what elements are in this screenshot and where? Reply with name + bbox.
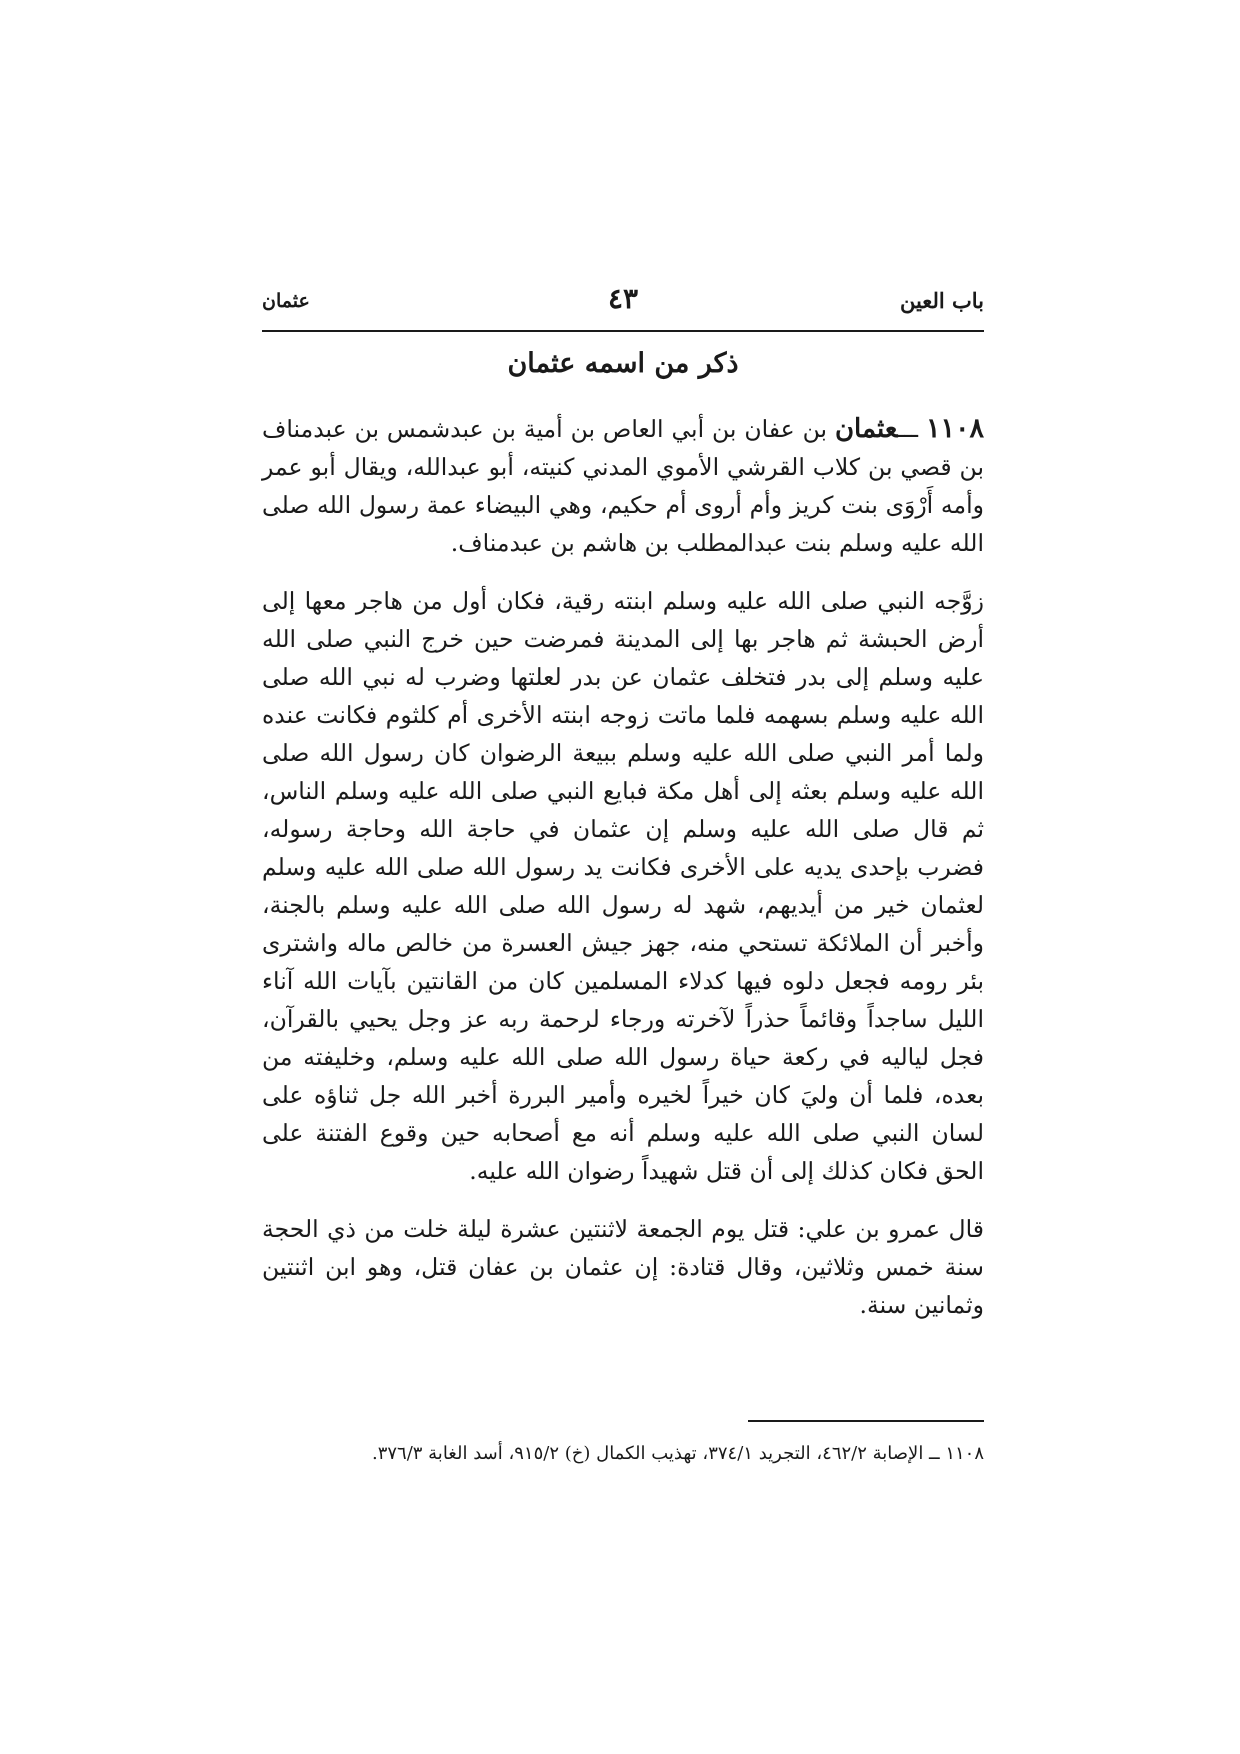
entry-lineage: بن عفان بن أبي العاص بن أمية بن عبدشمس بن عبدمناف بن قصي بن كلاب القرشي الأموي المدني كنيته، أبو عبدالله، ويقال أبو عمر وأمه أَرْوَى بنت كريز وأم أروى أم حكيم، وهي البيضاء عمة رسول الله صلى الله عليه وسلم بنت عبدالمطلب بن هاشم بن عبدمناف.: [262, 415, 984, 557]
main-text: [262, 410, 984, 1344]
death-paragraph: قال عمرو بن علي: قتل يوم الجمعة لاثنتين عشرة ليلة خلت من ذي الحجة سنة خمس وثلاثين، وقال قتادة: إن عثمان بن عفان قتل، وهو ابن اثنتين وثمانين سنة.: [262, 1215, 984, 1319]
entry-separator: ـــ: [897, 415, 919, 443]
footnote-divider: [748, 1420, 984, 1422]
page-number: ٤٣: [607, 282, 639, 315]
page-header: [262, 282, 984, 328]
header-divider: [262, 330, 984, 332]
footnote: ١١٠٨ ــ الإصابة ٤٦٢/٢، التجريد ٣٧٤/١، تهذيب الكمال (خ) ٩١٥/٢، أسد الغابة ٣٧٦/٣.: [371, 1443, 984, 1464]
running-title: عثمان: [262, 290, 310, 312]
entry-number: ١١٠٨: [925, 413, 984, 444]
entry-name: عثمان: [834, 414, 898, 444]
chapter-title: باب العين: [899, 288, 984, 313]
entry-paragraph: [262, 410, 984, 562]
biography-paragraph: زوَّجه النبي صلى الله عليه وسلم ابنته رقية، فكان أول من هاجر معها إلى أرض الحبشة ثم هاجر بها إلى المدينة فمرضت حين خرج النبي صلى الله عليه وسلم إلى بدر فتخلف عثمان عن بدر لعلتها وضرب له نبي الله صلى الله عليه وسلم بسهمه فلما ماتت زوجه ابنته الأخرى أم كلثوم فكانت عنده ولما أمر النبي صلى الله عليه وسلم ببيعة الرضوان كان رسول الله صلى الله عليه وسلم بعثه إلى أهل مكة فبايع النبي صلى الله عليه وسلم الناس، ثم قال صلى الله عليه وسلم إن عثمان في حاجة الله وحاجة رسوله، فضرب بإحدى يديه على الأخرى فكانت يد رسول الله صلى الله عليه وسلم لعثمان خير من أيديهم، شهد له رسول الله صلى الله عليه وسلم بالجنة، وأخبر أن الملائكة تستحي منه، جهز جيش العسرة من خالص ماله واشترى بئر رومه فجعل دلوه فيها كدلاء المسلمين كان من القانتين بآيات الله آناء الليل ساجداً وقائماً حذراً لآخرته ورجاء لرحمة ربه عز وجل يحيي بالقرآن، فجل لياليه في ركعة حياة رسول الله صلى الله عليه وسلم، وخليفته من بعده، فلما أن وليَ كان خيراً لخيره وأمير البررة أخبر الله جل ثناؤه على لسان النبي صلى الله عليه وسلم أنه مع أصحابه حين وقوع الفتنة على الحق فكان كذلك إلى أن قتل شهيداً رضوان الله عليه.: [262, 587, 984, 1185]
section-title: ذكر من اسمه عثمان: [507, 348, 739, 379]
